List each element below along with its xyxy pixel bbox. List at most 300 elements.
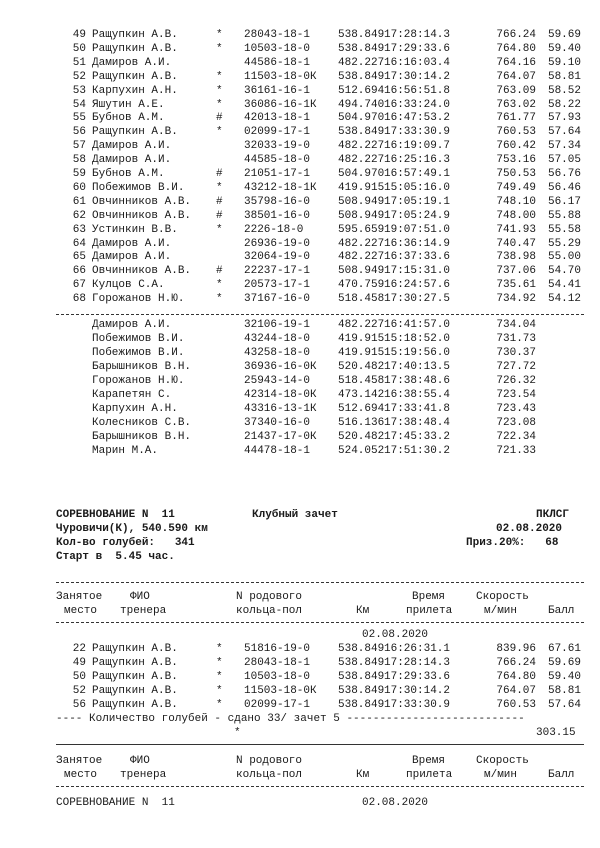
distance-cell: 512.694: [338, 84, 385, 97]
arrival-time-cell: 16:26:31.1: [384, 643, 451, 655]
place-cell: 56: [72, 126, 86, 139]
ring-cell: 21437-17-0К: [244, 431, 317, 443]
arrival-time-cell: 17:28:14.3: [384, 29, 451, 41]
ring-cell: 28043-18-1: [244, 657, 311, 669]
trainer-cell: Карапетян С.: [92, 389, 172, 401]
arrival-time-cell: 16:25:16.3: [384, 154, 451, 167]
table-row: [0, 388, 600, 402]
arrival-time-cell: 15:18:52.0: [384, 333, 451, 345]
arrival-time-cell: 17:33:30.9: [384, 699, 451, 711]
points-cell: 59.69: [547, 657, 581, 669]
table-row: [0, 346, 600, 360]
trainer-cell: Дамиров А.И.: [92, 237, 172, 250]
arrival-time-cell: 16:16:03.4: [384, 56, 451, 69]
speed-cell: 750.53: [496, 168, 536, 180]
ring-cell: 32064-19-0: [244, 251, 311, 264]
header-speed: Скорость: [476, 591, 529, 603]
distance-cell: 520.482: [338, 431, 385, 443]
place-cell: 50: [72, 671, 86, 683]
points-cell: 57.64: [547, 126, 581, 139]
trainer-cell: Побежимов В.И.: [92, 333, 185, 345]
divider: [56, 582, 584, 583]
distance-cell: 504.970: [338, 112, 385, 125]
header-points: Балл: [548, 769, 575, 781]
mark-cell: *: [216, 98, 223, 111]
trainer-cell: Дамиров А.И.: [92, 140, 172, 153]
trainer-cell: Бубнов А.М.: [92, 112, 165, 125]
group-date: 02.08.2020: [362, 629, 429, 641]
speed-cell: 760.53: [496, 126, 536, 139]
speed-cell: 723.08: [496, 417, 536, 429]
distance-cell: 538.849: [338, 70, 385, 83]
trainer-cell: Овчинников А.В.: [92, 195, 192, 208]
distance-cell: 518.458: [338, 375, 385, 387]
header-place: Занятое: [56, 755, 103, 767]
summary-line: ---- Количество голубей - сдано 33/ зачет 5 ---------------------------: [56, 713, 525, 725]
distance-cell: 538.849: [338, 126, 385, 139]
points-cell: 59.10: [547, 56, 581, 69]
mark-cell: *: [216, 293, 223, 306]
distance-cell: 482.227: [338, 140, 385, 153]
place-cell: 54: [72, 98, 86, 111]
speed-cell: 763.09: [496, 84, 536, 97]
arrival-time-cell: 16:38:55.4: [384, 389, 451, 401]
table-row: [0, 318, 600, 332]
table-row: [0, 167, 600, 181]
table-row: [0, 670, 600, 684]
trainer-cell: Кулцов С.А.: [92, 279, 165, 292]
distance-cell: 595.659: [338, 223, 385, 236]
distance-cell: 508.949: [338, 265, 385, 278]
speed-cell: 730.37: [496, 347, 536, 359]
ring-cell: 43244-18-0: [244, 333, 311, 345]
points-cell: 55.58: [547, 223, 581, 236]
trainer-cell: Ращупкин А.В.: [92, 657, 178, 669]
trainer-cell: Овчинников А.В.: [92, 265, 192, 278]
divider: [56, 622, 584, 623]
distance-cell: 518.458: [338, 293, 385, 306]
distance-cell: 470.759: [338, 279, 385, 292]
distance-cell: 419.915: [338, 347, 385, 359]
arrival-time-cell: 17:28:14.3: [384, 657, 451, 669]
speed-cell: 748.00: [496, 209, 536, 222]
speed-cell: 741.93: [496, 223, 536, 236]
arrival-time-cell: 17:05:19.1: [384, 195, 451, 208]
trainer-cell: Ращупкин А.В.: [92, 643, 178, 655]
arrival-time-cell: 16:47:53.2: [384, 112, 451, 125]
arrival-time-cell: 17:30:14.2: [384, 70, 451, 83]
trainer-cell: Барышников В.Н.: [92, 361, 192, 373]
points-cell: 57.64: [547, 699, 581, 711]
trainer-cell: Барышников В.Н.: [92, 431, 192, 443]
points-cell: 59.40: [547, 671, 581, 683]
points-cell: 57.34: [547, 140, 581, 153]
mark-cell: #: [216, 112, 223, 125]
table-row: [0, 98, 600, 112]
arrival-time-cell: 16:41:57.0: [384, 319, 451, 331]
speed-cell: 731.73: [496, 333, 536, 345]
distance-cell: 482.227: [338, 56, 385, 69]
header-ring-2: кольца-пол: [236, 605, 303, 617]
mark-cell: *: [216, 279, 223, 292]
release-place: Чуровичи(К), 540.590 км: [56, 523, 208, 535]
speed-cell: 726.32: [496, 375, 536, 387]
speed-cell: 764.80: [496, 42, 536, 55]
competition-title: СОРЕВНОВАНИЕ N 11: [56, 509, 175, 521]
place-cell: 22: [72, 643, 86, 655]
header-time-2: прилета: [406, 605, 453, 617]
distance-cell: 520.482: [338, 361, 385, 373]
table-row: [0, 111, 600, 125]
mark-cell: *: [216, 126, 223, 139]
distance-cell: 538.849: [338, 657, 385, 669]
table-row: [0, 642, 600, 656]
ring-cell: 38501-16-0: [244, 209, 311, 222]
points-cell: 57.93: [547, 112, 581, 125]
ring-cell: 43212-18-1К: [244, 181, 317, 194]
distance-cell: 419.915: [338, 333, 385, 345]
speed-cell: 764.07: [496, 70, 536, 83]
place-cell: 53: [72, 84, 86, 97]
arrival-time-cell: 17:40:13.5: [384, 361, 451, 373]
speed-cell: 734.04: [496, 319, 536, 331]
arrival-time-cell: 17:05:24.9: [384, 209, 451, 222]
mark-cell: *: [216, 29, 223, 41]
header-name: ФИО: [130, 755, 150, 767]
points-cell: 54.70: [547, 265, 581, 278]
points-cell: 67.61: [547, 643, 581, 655]
ring-cell: 28043-18-1: [244, 29, 311, 41]
place-cell: 49: [72, 29, 86, 41]
speed-cell: 738.98: [496, 251, 536, 264]
trainer-cell: Дамиров А.И.: [92, 319, 172, 331]
points-cell: 54.41: [547, 279, 581, 292]
ring-cell: 44586-18-1: [244, 56, 311, 69]
ring-cell: 21051-17-1: [244, 168, 311, 180]
distance-cell: 482.227: [338, 319, 385, 331]
distance-cell: 482.227: [338, 237, 385, 250]
distance-cell: 516.136: [338, 417, 385, 429]
mark-cell: *: [216, 70, 223, 83]
speed-cell: 722.34: [496, 431, 536, 443]
header-name-2: тренера: [120, 605, 167, 617]
ring-cell: 36936-16-0К: [244, 361, 317, 373]
arrival-time-cell: 17:38:48.4: [384, 417, 451, 429]
distance-cell: 512.694: [338, 403, 385, 415]
place-cell: 65: [72, 251, 86, 264]
arrival-time-cell: 16:56:51.8: [384, 84, 451, 97]
place-cell: 66: [72, 265, 86, 278]
points-cell: 55.00: [547, 251, 581, 264]
arrival-time-cell: 17:29:33.6: [384, 42, 451, 55]
place-cell: 51: [72, 56, 86, 69]
trainer-cell: Карпухин А.Н.: [92, 403, 178, 415]
trainer-cell: Ращупкин А.В.: [92, 671, 178, 683]
mark-cell: #: [216, 265, 223, 278]
header-ring: N родового: [236, 755, 303, 767]
speed-cell: 737.06: [496, 265, 536, 278]
header-speed-2: м/мин: [484, 769, 518, 781]
trainer-cell: Марин М.А.: [92, 445, 159, 457]
header-time: Время: [412, 591, 446, 603]
competition-subtitle: Клубный зачет: [252, 509, 338, 521]
ring-cell: 20573-17-1: [244, 279, 311, 292]
trainer-cell: Дамиров А.И.: [92, 56, 172, 69]
points-cell: 58.22: [547, 98, 581, 111]
ring-cell: 2226-18-0: [244, 223, 304, 236]
arrival-time-cell: 16:57:49.1: [384, 168, 451, 180]
arrival-time-cell: 16:33:24.0: [384, 98, 451, 111]
mark-cell: #: [216, 195, 223, 208]
header-speed: Скорость: [476, 755, 529, 767]
header-place-2: место: [64, 605, 98, 617]
distance-cell: 538.849: [338, 29, 385, 41]
distance-cell: 419.915: [338, 181, 385, 194]
table-row: [0, 332, 600, 346]
trainer-cell: Горожанов Н.Ю.: [92, 375, 185, 387]
speed-cell: 766.24: [496, 29, 536, 41]
arrival-time-cell: 16:24:57.6: [384, 279, 451, 292]
table-row: [0, 278, 600, 292]
table-row: [0, 416, 600, 430]
distance-cell: 538.849: [338, 643, 385, 655]
distance-cell: 494.740: [338, 98, 385, 111]
table-row: [0, 28, 600, 42]
trainer-cell: Побежимов В.И.: [92, 181, 185, 194]
trainer-cell: Устинкин В.В.: [92, 223, 178, 236]
arrival-time-cell: 17:15:31.0: [384, 265, 451, 278]
speed-cell: 764.07: [496, 685, 536, 697]
table-row: [0, 223, 600, 237]
trainer-cell: Ращупкин А.В.: [92, 70, 178, 83]
points-cell: 57.05: [547, 154, 581, 167]
table-row: [0, 209, 600, 223]
speed-cell: 749.49: [496, 181, 536, 194]
trainer-cell: Бубнов А.М.: [92, 168, 165, 180]
place-cell: 52: [72, 685, 86, 697]
arrival-time-cell: 17:30:14.2: [384, 685, 451, 697]
ring-cell: 32106-19-1: [244, 319, 311, 331]
mark-cell: *: [216, 181, 223, 194]
arrival-time-cell: 16:36:14.9: [384, 237, 451, 250]
organization: ПКЛСГ: [536, 509, 570, 521]
table-row: [0, 181, 600, 195]
ring-cell: 35798-16-0: [244, 195, 311, 208]
ring-cell: 51816-19-0: [244, 643, 311, 655]
distance-cell: 524.052: [338, 445, 385, 457]
speed-cell: 760.42: [496, 140, 536, 153]
table-row: [0, 444, 600, 458]
speed-cell: 735.61: [496, 279, 536, 292]
arrival-time-cell: 15:19:56.0: [384, 347, 451, 359]
trainer-cell: Ращупкин А.В.: [92, 699, 178, 711]
points-cell: 58.81: [547, 70, 581, 83]
footer-title: СОРЕВНОВАНИЕ N 11: [56, 797, 175, 809]
mark-cell: #: [216, 168, 223, 180]
table-row: [0, 264, 600, 278]
ring-cell: 25943-14-0: [244, 375, 311, 387]
header-speed-2: м/мин: [484, 605, 518, 617]
start-time: Старт в 5.45 час.: [56, 551, 175, 563]
arrival-time-cell: 19:07:51.0: [384, 223, 451, 236]
place-cell: 52: [72, 70, 86, 83]
speed-cell: 839.96: [496, 643, 536, 655]
mark-cell: *: [216, 699, 223, 711]
mark-cell: *: [216, 671, 223, 683]
trainer-cell: Горожанов Н.Ю.: [92, 293, 185, 306]
place-cell: 58: [72, 154, 86, 167]
speed-cell: 753.16: [496, 154, 536, 167]
speed-cell: 760.53: [496, 699, 536, 711]
distance-cell: 482.227: [338, 154, 385, 167]
speed-cell: 764.16: [496, 56, 536, 69]
header-time: Время: [412, 755, 446, 767]
table-row: [0, 195, 600, 209]
table-row: [0, 84, 600, 98]
place-cell: 56: [72, 699, 86, 711]
header-time-2: прилета: [406, 769, 453, 781]
mark-cell: #: [216, 209, 223, 222]
distance-cell: 482.227: [338, 251, 385, 264]
points-cell: 55.88: [547, 209, 581, 222]
table-row: [0, 125, 600, 139]
distance-cell: 538.849: [338, 685, 385, 697]
summary-total: 303.15: [536, 727, 576, 739]
place-cell: 60: [72, 181, 86, 194]
pigeon-count: Кол-во голубей: 341: [56, 537, 195, 549]
divider: [56, 314, 584, 315]
trainer-cell: Ращупкин А.В.: [92, 685, 178, 697]
distance-cell: 538.849: [338, 671, 385, 683]
trainer-cell: Дамиров А.И.: [92, 154, 172, 167]
points-cell: 55.29: [547, 237, 581, 250]
points-cell: 59.69: [547, 29, 581, 41]
arrival-time-cell: 17:29:33.6: [384, 671, 451, 683]
trainer-cell: Ращупкин А.В.: [92, 29, 178, 41]
speed-cell: 721.33: [496, 445, 536, 457]
speed-cell: 764.80: [496, 671, 536, 683]
points-cell: 58.52: [547, 84, 581, 97]
header-place-2: место: [64, 769, 98, 781]
ring-cell: 11503-18-0К: [244, 685, 317, 697]
table-row: [0, 430, 600, 444]
ring-cell: 36161-16-1: [244, 84, 311, 97]
speed-cell: 766.24: [496, 657, 536, 669]
trainer-cell: Ращупкин А.В.: [92, 42, 178, 55]
trainer-cell: Карпухин А.Н.: [92, 84, 178, 97]
distance-cell: 508.949: [338, 209, 385, 222]
table-row: [0, 374, 600, 388]
header-name-2: тренера: [120, 769, 167, 781]
mark-cell: *: [216, 223, 223, 236]
table-row: [0, 70, 600, 84]
place-cell: 67: [72, 279, 86, 292]
speed-cell: 723.43: [496, 403, 536, 415]
table-row: [0, 656, 600, 670]
ring-cell: 37340-16-0: [244, 417, 311, 429]
speed-cell: 763.02: [496, 98, 536, 111]
divider: [56, 744, 584, 745]
competition-date: 02.08.2020: [496, 523, 563, 535]
trainer-cell: Колесников С.В.: [92, 417, 192, 429]
arrival-time-cell: 16:19:09.7: [384, 140, 451, 153]
header-km: Км: [356, 605, 370, 617]
ring-cell: 02099-17-1: [244, 699, 311, 711]
points-cell: 54.12: [547, 293, 581, 306]
points-cell: 56.76: [547, 168, 581, 180]
points-cell: 56.17: [547, 195, 581, 208]
arrival-time-cell: 17:30:27.5: [384, 293, 451, 306]
place-cell: 49: [72, 657, 86, 669]
ring-cell: 11503-18-0К: [244, 70, 317, 83]
ring-cell: 42013-18-1: [244, 112, 311, 125]
arrival-time-cell: 15:05:16.0: [384, 181, 451, 194]
table-row: [0, 698, 600, 712]
speed-cell: 723.54: [496, 389, 536, 401]
trainer-cell: Дамиров А.И.: [92, 251, 172, 264]
table-row: [0, 402, 600, 416]
ring-cell: 10503-18-0: [244, 42, 311, 55]
arrival-time-cell: 17:33:41.8: [384, 403, 451, 415]
speed-cell: 748.10: [496, 195, 536, 208]
distance-cell: 508.949: [338, 195, 385, 208]
ring-cell: 02099-17-1: [244, 126, 311, 139]
ring-cell: 36086-16-1К: [244, 98, 317, 111]
distance-cell: 504.970: [338, 168, 385, 180]
ring-cell: 32033-19-0: [244, 140, 311, 153]
table-row: [0, 42, 600, 56]
points-cell: 58.81: [547, 685, 581, 697]
ring-cell: 44585-18-0: [244, 154, 311, 167]
points-cell: 59.40: [547, 42, 581, 55]
place-cell: 59: [72, 168, 86, 180]
table-row: [0, 684, 600, 698]
header-points: Балл: [548, 605, 575, 617]
header-name: ФИО: [130, 591, 150, 603]
place-cell: 62: [72, 209, 86, 222]
place-cell: 64: [72, 237, 86, 250]
place-cell: 68: [72, 293, 86, 306]
ring-cell: 37167-16-0: [244, 293, 311, 306]
ring-cell: 22237-17-1: [244, 265, 311, 278]
speed-cell: 761.77: [496, 112, 536, 125]
arrival-time-cell: 17:33:30.9: [384, 126, 451, 139]
mark-cell: *: [216, 84, 223, 97]
speed-cell: 740.47: [496, 237, 536, 250]
trainer-cell: Овчинников А.В.: [92, 209, 192, 222]
trainer-cell: Побежимов В.И.: [92, 347, 185, 359]
summary-mark: *: [234, 727, 241, 739]
header-km: Км: [356, 769, 370, 781]
table-row: [0, 360, 600, 374]
table-row: [0, 292, 600, 306]
distance-cell: 538.849: [338, 699, 385, 711]
place-cell: 61: [72, 195, 86, 208]
mark-cell: *: [216, 643, 223, 655]
trainer-cell: Яшутин А.Е.: [92, 98, 165, 111]
table-row: [0, 139, 600, 153]
place-cell: 55: [72, 112, 86, 125]
prize-info: Приз.20%: 68: [466, 537, 559, 549]
distance-cell: 473.142: [338, 389, 385, 401]
ring-cell: 43258-18-0: [244, 347, 311, 359]
points-cell: 56.46: [547, 181, 581, 194]
ring-cell: 44478-18-1: [244, 445, 311, 457]
place-cell: 63: [72, 223, 86, 236]
table-row: [0, 153, 600, 167]
mark-cell: *: [216, 42, 223, 55]
ring-cell: 26936-19-0: [244, 237, 311, 250]
